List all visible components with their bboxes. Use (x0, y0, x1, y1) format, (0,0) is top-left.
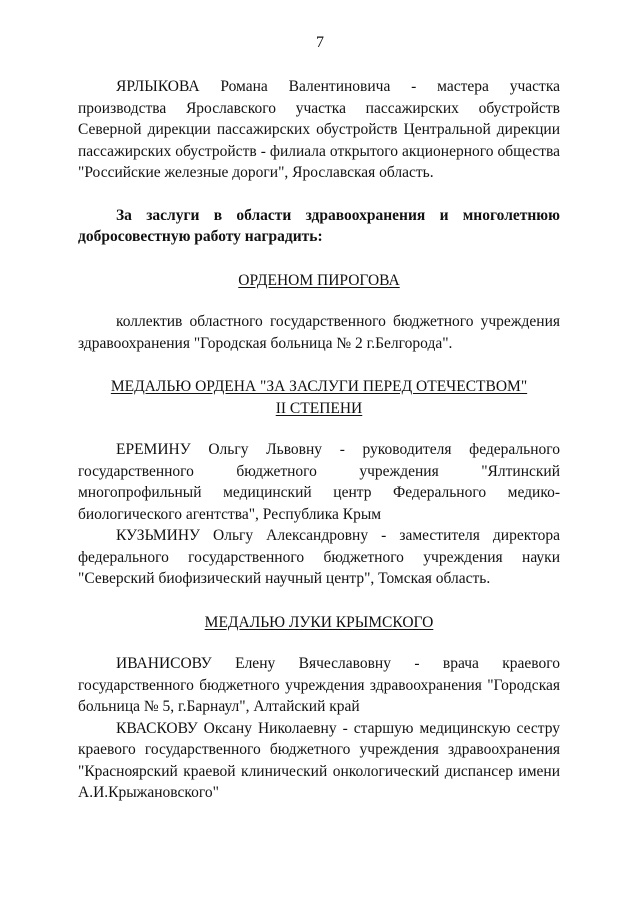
award-entry-belgorod-hospital: коллектив областного государственного бюджетного учреждения здравоохранения "Городская больница № 2 г.Белгорода". (78, 313, 560, 352)
award-entry-ivanisova: ИВАНИСОВУ Елену Вячеславовну - врача краевого государственного бюджетного учреждения здравоохранения "Городская больница № 5, г.Барнаул", Алтайский край (78, 655, 560, 715)
page-number: 7 (316, 34, 324, 51)
decree-text: За заслуги в области здравоохранения и многолетнюю добросовестную работу наградить: (78, 206, 560, 245)
award-entry-eremina: ЕРЕМИНУ Ольгу Львовну - руководителя федерального государственного бюджетного учреждения "Ялтинский многопрофильный медицинский центр Федерального медико-биологического агентства", Республика Крым (78, 441, 560, 523)
heading-medal-order-line1: МЕДАЛЬЮ ОРДЕНА "ЗА ЗАСЛУГИ ПЕРЕД ОТЕЧЕСТВОМ" (110, 378, 528, 395)
award-entry-kuzmina: КУЗЬМИНУ Ольгу Александровну - заместителя директора федерального государственного бюджетного учреждения науки "Северский биофизический научный центр", Томская область. (78, 527, 560, 587)
heading-order-pirogov: ОРДЕНОМ ПИРОГОВА (238, 271, 400, 289)
heading-medal-luka: МЕДАЛЬЮ ЛУКИ КРЫМСКОГО (204, 613, 434, 631)
award-entry-yarlykova: ЯРЛЫКОВА Романа Валентиновича - мастера участка производства Ярославского участка пассажирских обустройств Северной дирекции пассажирских обустройств Центральной дирекции пассажирских обустройств - филиала открытого акционерного общества "Российские железные дороги", Ярославская область. (78, 78, 560, 181)
document-body (78, 76, 560, 804)
heading-medal-order-line2: II СТЕПЕНИ (275, 399, 363, 417)
award-entry-kvaskova: КВАСКОВУ Оксану Николаевну - старшую медицинскую сестру краевого государственного бюджетного учреждения здравоохранения "Красноярский краевой клинический онкологический диспансер имени А.И.Крыжановского" (78, 719, 560, 801)
